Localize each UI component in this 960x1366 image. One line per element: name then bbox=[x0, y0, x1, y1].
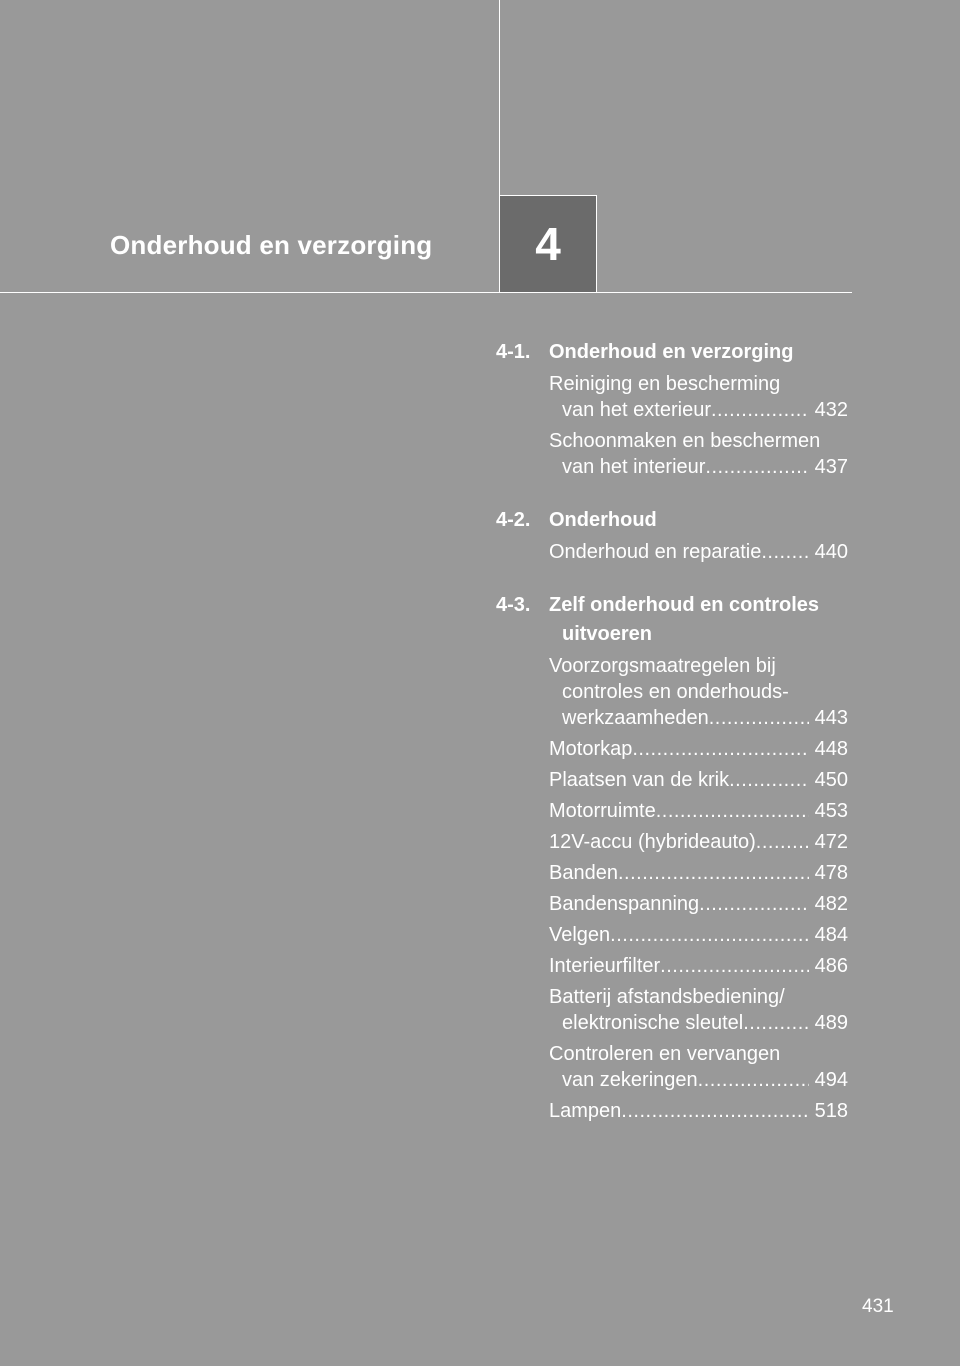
horizontal-rule bbox=[0, 292, 852, 293]
toc-entry[interactable] bbox=[549, 653, 848, 731]
toc-entry-label: van zekeringen bbox=[562, 1069, 698, 1091]
toc-section-heading[interactable] bbox=[496, 338, 848, 367]
toc-entry-page: 440 bbox=[814, 541, 848, 563]
toc-leader-dots bbox=[656, 798, 809, 824]
toc-entry-page: 443 bbox=[814, 707, 848, 729]
toc-entry[interactable] bbox=[549, 1098, 848, 1124]
toc-entry[interactable] bbox=[549, 984, 848, 1036]
toc-section-number: 4-1. bbox=[496, 341, 531, 363]
toc-leader-dots bbox=[705, 454, 808, 480]
toc-entry-page: 432 bbox=[814, 399, 848, 421]
toc-entry[interactable] bbox=[549, 428, 848, 480]
toc-leader-dots bbox=[618, 860, 809, 886]
toc-section-heading[interactable] bbox=[496, 591, 848, 649]
toc-section-title: Zelf onderhoud en controles uitvoeren bbox=[549, 594, 820, 645]
chapter-title: Onderhoud en verzorging bbox=[110, 230, 433, 260]
toc-section-number: 4-3. bbox=[496, 594, 531, 616]
toc-leader-dots bbox=[660, 953, 808, 979]
toc-section bbox=[496, 591, 848, 1124]
toc-leader-dots bbox=[621, 1098, 808, 1124]
toc-leader-dots bbox=[711, 397, 809, 423]
toc-entry[interactable] bbox=[549, 922, 848, 948]
toc-entry-page: 472 bbox=[814, 831, 848, 853]
toc-entry-page: 482 bbox=[814, 893, 848, 915]
toc-entry-line: Reiniging en bescherming bbox=[549, 373, 781, 395]
toc-entry-label: Plaatsen van de krik bbox=[549, 769, 730, 791]
toc-leader-dots bbox=[761, 539, 808, 565]
toc-entry-page: 484 bbox=[814, 924, 848, 946]
toc-entry[interactable] bbox=[549, 860, 848, 886]
toc-entry-page: 448 bbox=[814, 738, 848, 760]
toc-section bbox=[496, 338, 848, 480]
toc-entry-page: 437 bbox=[814, 456, 848, 478]
toc-entry-label: 12V-accu (hybrideauto) bbox=[549, 831, 756, 853]
toc-entry[interactable] bbox=[549, 371, 848, 423]
toc-entry-label: Interieurfilter bbox=[549, 955, 661, 977]
toc-entry-page: 478 bbox=[814, 862, 848, 884]
page-number: 431 bbox=[862, 1296, 894, 1317]
toc-leader-dots bbox=[610, 922, 808, 948]
toc-entry-page: 489 bbox=[814, 1012, 848, 1034]
toc-leader-dots bbox=[756, 829, 809, 855]
toc-entry-label: Bandenspanning bbox=[549, 893, 700, 915]
toc-entry-label: Motorruimte bbox=[549, 800, 656, 822]
toc-entry-page: 486 bbox=[814, 955, 848, 977]
toc-entry-page: 453 bbox=[814, 800, 848, 822]
toc-entry-page: 450 bbox=[814, 769, 848, 791]
toc-entry-label: Velgen bbox=[549, 924, 611, 946]
toc-leader-dots bbox=[709, 705, 809, 731]
toc-entry[interactable] bbox=[549, 953, 848, 979]
toc-entry-label: van het interieur bbox=[562, 456, 706, 478]
toc-entry[interactable] bbox=[549, 829, 848, 855]
toc-leader-dots bbox=[632, 736, 808, 762]
toc-leader-dots bbox=[743, 1010, 808, 1036]
toc-entry[interactable] bbox=[549, 736, 848, 762]
toc-entry[interactable] bbox=[549, 539, 848, 565]
toc-section-title: Onderhoud bbox=[549, 509, 657, 531]
toc-leader-dots bbox=[698, 1067, 809, 1093]
toc-entry-label: Motorkap bbox=[549, 738, 633, 760]
chapter-number: 4 bbox=[535, 218, 561, 270]
toc-entry-label: Banden bbox=[549, 862, 618, 884]
toc-section bbox=[496, 506, 848, 565]
toc-leader-dots bbox=[729, 767, 809, 793]
toc-entry-label: elektronische sleutel bbox=[562, 1012, 744, 1034]
toc-entry-line: controles en onderhouds- bbox=[562, 681, 789, 703]
toc-section-title: Onderhoud en verzorging bbox=[549, 341, 794, 363]
toc-entry[interactable] bbox=[549, 767, 848, 793]
chapter-number-tab bbox=[500, 195, 597, 292]
toc-entry[interactable] bbox=[549, 798, 848, 824]
toc-entry-line: Controleren en vervangen bbox=[549, 1043, 781, 1065]
toc-entry-label: werkzaamheden bbox=[562, 707, 709, 729]
toc-leader-dots bbox=[699, 891, 808, 917]
toc-entry-label: Onderhoud en reparatie bbox=[549, 541, 762, 563]
toc-entry[interactable] bbox=[549, 891, 848, 917]
toc-section-number: 4-2. bbox=[496, 509, 531, 531]
toc-entry-line: Voorzorgsmaatregelen bij bbox=[549, 655, 776, 677]
toc-entry-line: Batterij afstandsbediening/ bbox=[549, 986, 785, 1008]
table-of-contents bbox=[496, 338, 848, 1150]
toc-section-heading[interactable] bbox=[496, 506, 848, 535]
toc-entry-label: Lampen bbox=[549, 1100, 622, 1122]
toc-entry-page: 494 bbox=[814, 1069, 848, 1091]
toc-entry-label: van het exterieur bbox=[562, 399, 711, 421]
toc-entry-line: Schoonmaken en beschermen bbox=[549, 430, 821, 452]
toc-entry[interactable] bbox=[549, 1041, 848, 1093]
toc-entry-page: 518 bbox=[814, 1100, 848, 1122]
